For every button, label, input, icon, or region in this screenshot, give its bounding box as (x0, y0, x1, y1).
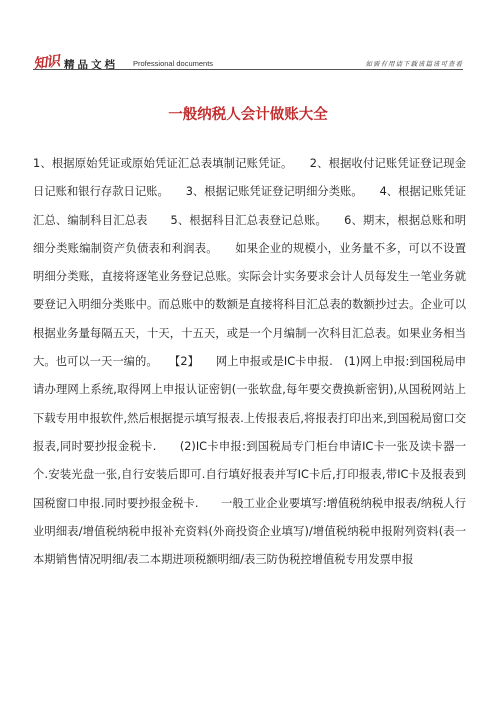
document-body: 1、根据原始凭证或原始凭证汇总表填制记账凭证。 2、根据收付记账凭证登记现金日记账和银行存款日记账。 3、根据记账凭证登记明细分类账。 4、根据记账凭证汇总、编制科目汇总表 5、根据科目汇总表登记总账。 6、期末，根据总账和明细分类账编制资产负债表和利润表。 如果企业的规模小，业务量不多，可以不设置明细分类账，直接将逐笔业务登记总账。实际会计实务要求会计人员每发生一笔业务就要登记入明细分类账中。而总账中的数额是直接将科目汇总表的数额抄过去。企业可以根据业务量每隔五天，十天，十五天，或是一个月编制一次科目汇总表。如果业务相当大。也可以一天一编的。 【2】 网上申报或是IC卡申报. (1)网上申报:到国税局申请办理网上系统,取得网上申报认证密钥(一张软盘,每年要交费换新密钥),从国税网站上下载专用申报软件,然后根据提示填写报表.上传报表后,将报表打印出来,到国税局窗口交报表,同时要抄报金税卡. (2)IC卡申报:到国税局专门柜台申请IC卡一张及读卡器一个.安装光盘一张,自行安装后即可.自行填好报表并写IC卡后,打印报表,带IC卡及报表到国税窗口申报.同时要抄报金税卡. 一般工业企业要填写:增值税纳税申报表/纳税人行业明细表/增值税纳税申报补充资料(外商投资企业填写)/增值税纳税申报附列资料(表一本期销售情况明细/表二本期进项税额明细/表三防伪税控增值税专用发票申报 (33, 157, 466, 567)
document-title: 一般纳税人会计做账大全 (168, 107, 328, 123)
header-divider (33, 69, 463, 70)
brand-name: 精品文档 (64, 59, 118, 71)
page-header (0, 0, 496, 72)
brand-logo: 知识 (32, 53, 61, 73)
brand-subtitle: Professional documents (133, 59, 214, 68)
header-note: 如需有用请下载该篇该可查看 (365, 60, 463, 68)
